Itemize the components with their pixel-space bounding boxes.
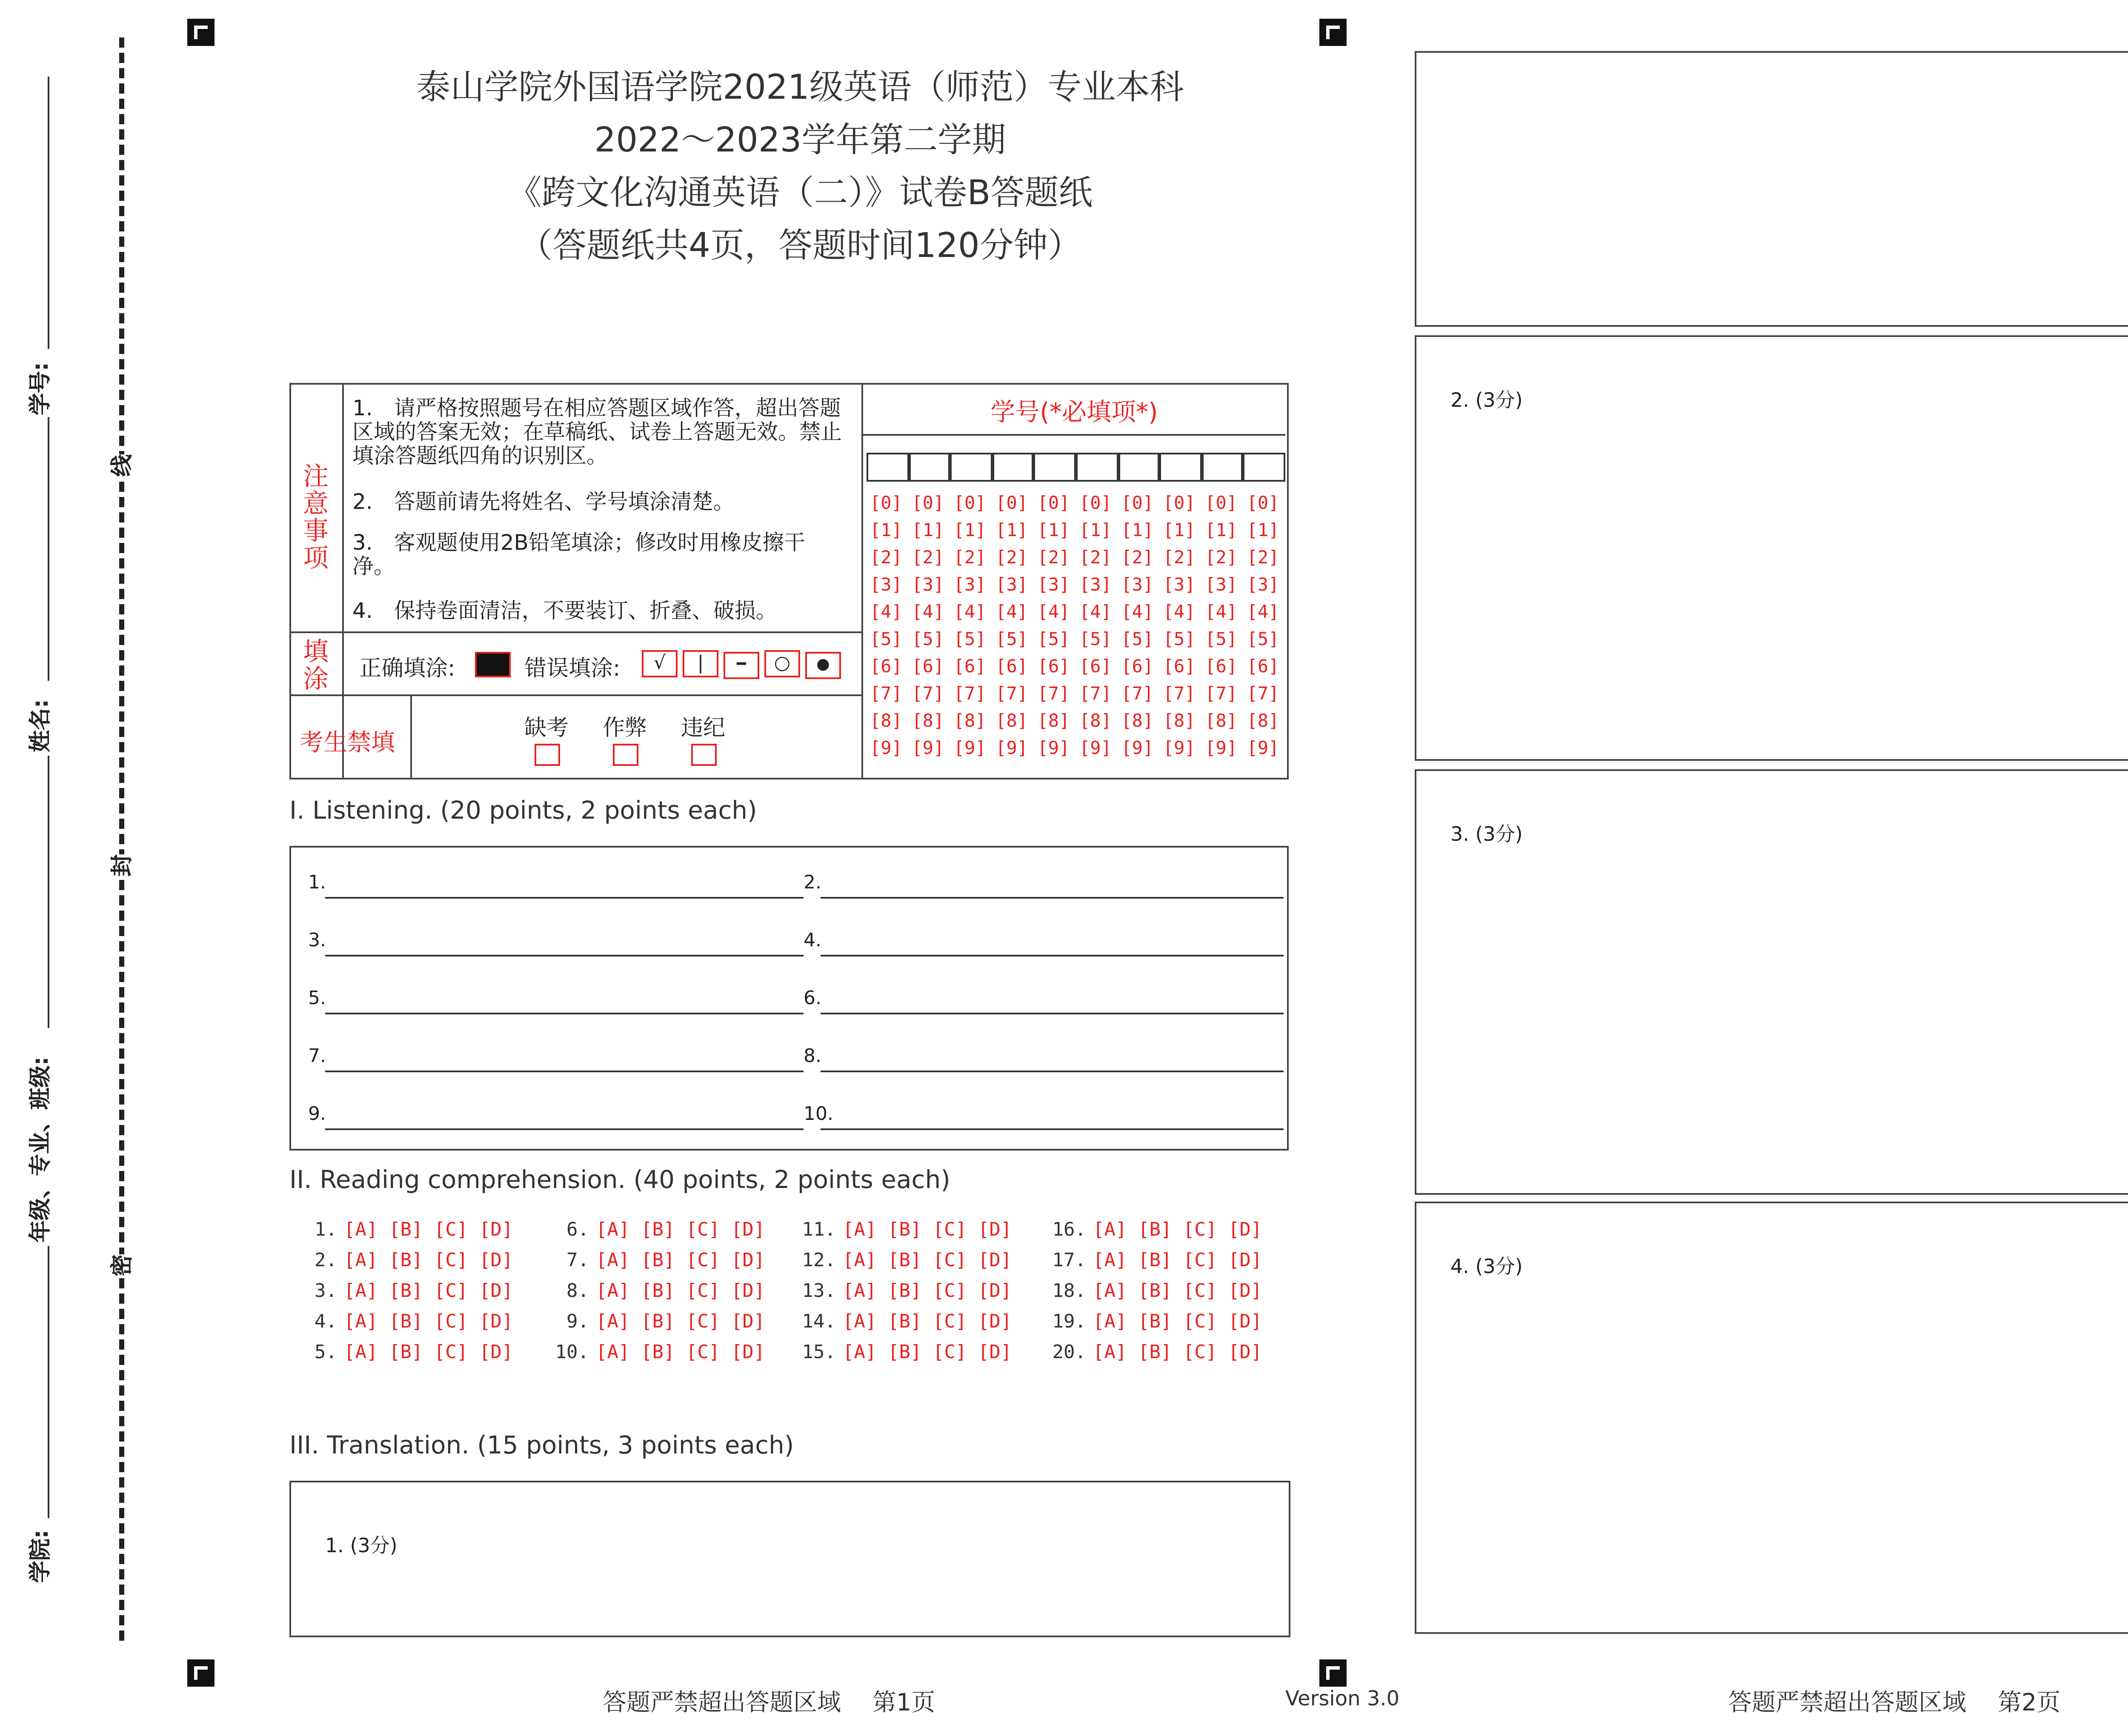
- student-id-bubble[interactable]: [7]: [1247, 684, 1279, 705]
- student-id-bubble[interactable]: [8]: [953, 711, 986, 732]
- listening-answer-line[interactable]: [325, 1128, 804, 1130]
- listening-title: I. Listening. (20 points, 2 points each): [289, 798, 757, 825]
- listening-item-number: 10.: [804, 1103, 833, 1125]
- student-id-bubble[interactable]: [7]: [1163, 684, 1196, 705]
- listening-answer-line[interactable]: [325, 897, 804, 899]
- reading-options[interactable]: [A] [B] [C] [D]: [596, 1219, 765, 1241]
- student-id-bubble[interactable]: [9]: [912, 739, 944, 759]
- forbidden-cheating[interactable]: 作弊: [598, 710, 652, 768]
- student-id-bubble[interactable]: [7]: [995, 684, 1028, 705]
- student-id-bubble[interactable]: [2]: [1247, 548, 1279, 568]
- student-id-bubble[interactable]: [1]: [1205, 521, 1238, 541]
- student-id-bubble[interactable]: [4]: [1247, 602, 1279, 623]
- reading-options[interactable]: [A] [B] [C] [D]: [344, 1280, 513, 1302]
- reading-options[interactable]: [A] [B] [C] [D]: [843, 1280, 1012, 1302]
- student-id-bubble[interactable]: [3]: [995, 575, 1028, 596]
- reading-question-row: [788, 1311, 1012, 1333]
- reading-question-row: [289, 1249, 513, 1271]
- exam-title-line4: （答题纸共4页，答题时间120分钟）: [518, 225, 1082, 266]
- reading-question-number: 11.: [802, 1219, 836, 1241]
- student-id-bubble[interactable]: [1]: [1037, 521, 1070, 541]
- listening-answer-line[interactable]: [325, 1071, 804, 1072]
- notice-block: [289, 383, 1289, 779]
- student-id-bubble[interactable]: [6]: [1037, 657, 1070, 677]
- corner-marker-icon: [1319, 1659, 1347, 1687]
- reading-question-number: 3.: [315, 1280, 337, 1302]
- student-id-bubble[interactable]: [3]: [1079, 575, 1112, 596]
- cut-line: [119, 37, 124, 1641]
- reading-question-row: [1038, 1341, 1262, 1363]
- notice-item-4: 4. 保持卷面清洁，不要装订、折叠、破损。: [352, 597, 777, 623]
- student-id-bubble[interactable]: [5]: [995, 630, 1028, 650]
- student-id-bubble[interactable]: [9]: [953, 739, 986, 759]
- reading-question-number: 5.: [315, 1341, 337, 1363]
- student-id-bubble[interactable]: [5]: [1205, 630, 1238, 650]
- translation-q1-label: 1. (3分): [325, 1533, 398, 1557]
- translation-q3-label: 3. (3分): [1450, 822, 1523, 846]
- listening-item-number: 2.: [804, 871, 821, 894]
- reading-question-number: 1.: [315, 1219, 337, 1241]
- listening-item-number: 3.: [308, 929, 326, 951]
- student-id-bubble[interactable]: [6]: [870, 657, 902, 677]
- student-id-bubble[interactable]: [1]: [995, 521, 1028, 541]
- notice-label: 注 意 事 项: [303, 461, 329, 574]
- reading-question-row: [541, 1249, 765, 1271]
- reading-question-row: [1038, 1311, 1262, 1333]
- reading-options[interactable]: [A] [B] [C] [D]: [843, 1341, 1012, 1363]
- student-id-bubble[interactable]: [6]: [1079, 657, 1112, 677]
- listening-answer-line[interactable]: [821, 897, 1284, 899]
- student-id-bubble[interactable]: [0]: [1079, 494, 1112, 514]
- reading-question-row: [1038, 1280, 1262, 1302]
- reading-options[interactable]: [A] [B] [C] [D]: [596, 1249, 765, 1271]
- listening-answer-line[interactable]: [821, 1071, 1284, 1072]
- student-id-bubble[interactable]: [2]: [1037, 548, 1070, 568]
- reading-question-number: 17.: [1052, 1249, 1086, 1271]
- reading-options[interactable]: [A] [B] [C] [D]: [596, 1311, 765, 1333]
- student-id-bubble[interactable]: [0]: [1037, 494, 1070, 514]
- reading-question-row: [788, 1280, 1012, 1302]
- student-id-bubble[interactable]: [1]: [912, 521, 944, 541]
- reading-question-row: [541, 1311, 765, 1333]
- student-id-bubble[interactable]: [8]: [1205, 711, 1238, 732]
- exam-title-line3: 《跨文化沟通英语（二）》试卷B答题纸: [507, 172, 1093, 213]
- student-id-cell[interactable]: [1076, 453, 1118, 482]
- student-id-bubble[interactable]: [3]: [1163, 575, 1196, 596]
- reading-question-row: [788, 1341, 1012, 1363]
- student-id-bubble[interactable]: [4]: [870, 602, 902, 623]
- correct-fill-label: 正确填涂:: [359, 657, 455, 682]
- forbidden-absent[interactable]: 缺考: [519, 710, 574, 768]
- listening-item-number: 4.: [804, 929, 821, 951]
- student-id-bubble[interactable]: [3]: [870, 575, 902, 596]
- reading-title: II. Reading comprehension. (40 points, 2 points each): [289, 1168, 950, 1195]
- student-id-bubble[interactable]: [3]: [1205, 575, 1238, 596]
- student-id-bubble[interactable]: [4]: [953, 602, 986, 623]
- reading-question-number: 12.: [802, 1249, 836, 1271]
- listening-answer-area: [289, 846, 1289, 1151]
- reading-options[interactable]: [A] [B] [C] [D]: [1093, 1311, 1262, 1333]
- student-id-bubble[interactable]: [0]: [1121, 494, 1154, 514]
- reading-options[interactable]: [A] [B] [C] [D]: [843, 1249, 1012, 1271]
- field-grade-major-class: 年级、专业、班级:: [29, 1056, 54, 1242]
- student-id-bubble[interactable]: [8]: [1247, 711, 1279, 732]
- student-id-bubble[interactable]: [5]: [1121, 630, 1154, 650]
- student-id-bubble[interactable]: [8]: [912, 711, 944, 732]
- wrong-fill-examples: √ | ━ ○ ●: [642, 650, 841, 679]
- student-id-bubble[interactable]: [1]: [1079, 521, 1112, 541]
- student-id-bubble[interactable]: [8]: [1079, 711, 1112, 732]
- reading-question-number: 8.: [566, 1280, 589, 1302]
- student-id-bubble[interactable]: [2]: [1163, 548, 1196, 568]
- reading-question-number: 15.: [802, 1341, 836, 1363]
- student-id-bubble[interactable]: [4]: [1079, 602, 1112, 623]
- reading-question-row: [1038, 1249, 1262, 1271]
- listening-answer-line[interactable]: [325, 955, 804, 957]
- student-id-bubble[interactable]: [6]: [1121, 657, 1154, 677]
- listening-answer-line[interactable]: [325, 1013, 804, 1014]
- student-id-cell[interactable]: [1244, 453, 1285, 482]
- student-id-bubble[interactable]: [7]: [1079, 684, 1112, 705]
- student-id-bubble[interactable]: [1]: [953, 521, 986, 541]
- translation-q2-label: 2. (3分): [1450, 388, 1523, 412]
- forbidden-label: 考生禁填: [300, 730, 395, 757]
- student-id-cell[interactable]: [992, 453, 1034, 482]
- correct-fill-example: [475, 652, 511, 677]
- reading-question-row: [788, 1249, 1012, 1271]
- footer-page2: 答题严禁超出答题区域 第2页: [1728, 1690, 2061, 1717]
- reading-question-row: [1038, 1219, 1262, 1241]
- student-id-bubble[interactable]: [0]: [995, 494, 1028, 514]
- student-id-bubble[interactable]: [1]: [1121, 521, 1154, 541]
- reading-question-number: 7.: [566, 1249, 589, 1271]
- reading-options[interactable]: [A] [B] [C] [D]: [344, 1249, 513, 1271]
- reading-question-row: [788, 1219, 1012, 1241]
- reading-question-number: 13.: [802, 1280, 836, 1302]
- student-id-bubble[interactable]: [4]: [1163, 602, 1196, 623]
- student-id-bubble[interactable]: [9]: [995, 739, 1028, 759]
- cut-label: 线: [100, 454, 140, 477]
- translation-q1-continued-area[interactable]: [1415, 51, 2128, 327]
- reading-question-number: 10.: [555, 1341, 589, 1363]
- reading-question-number: 6.: [566, 1219, 589, 1241]
- reading-question-row: [541, 1280, 765, 1302]
- student-id-bubble[interactable]: [8]: [1037, 711, 1070, 732]
- reading-options[interactable]: [A] [B] [C] [D]: [1093, 1219, 1262, 1241]
- field-student-id: 学号:: [29, 362, 54, 415]
- listening-item-number: 6.: [804, 987, 821, 1009]
- reading-options[interactable]: [A] [B] [C] [D]: [1093, 1280, 1262, 1302]
- student-id-bubble[interactable]: [4]: [1205, 602, 1238, 623]
- student-id-bubble[interactable]: [3]: [912, 575, 944, 596]
- student-id-bubble[interactable]: [5]: [912, 630, 944, 650]
- reading-question-number: 14.: [802, 1311, 836, 1333]
- corner-marker-icon: [187, 19, 215, 46]
- student-id-bubble[interactable]: [9]: [1121, 739, 1154, 759]
- reading-question-number: 20.: [1052, 1341, 1086, 1363]
- student-id-bubble[interactable]: [8]: [1163, 711, 1196, 732]
- student-id-bubble[interactable]: [2]: [870, 548, 902, 568]
- student-id-bubble[interactable]: [6]: [995, 657, 1028, 677]
- student-id-bubble[interactable]: [8]: [995, 711, 1028, 732]
- cut-label: 密: [100, 1254, 140, 1276]
- student-id-bubble[interactable]: [2]: [1121, 548, 1154, 568]
- student-id-bubble[interactable]: [7]: [1205, 684, 1238, 705]
- student-id-bubble[interactable]: [5]: [1163, 630, 1196, 650]
- student-id-bubble[interactable]: [7]: [912, 684, 944, 705]
- student-id-bubble[interactable]: [1]: [870, 521, 902, 541]
- listening-item-number: 8.: [804, 1045, 821, 1067]
- reading-question-row: [289, 1341, 513, 1363]
- exam-title-line2: 2022～2023学年第二学期: [594, 119, 1006, 160]
- student-id-bubble[interactable]: [9]: [1205, 739, 1238, 759]
- translation-q3-area[interactable]: [1415, 769, 2128, 1195]
- reading-question-number: 19.: [1052, 1311, 1086, 1333]
- cut-label: 封: [100, 854, 140, 877]
- reading-options[interactable]: [A] [B] [C] [D]: [344, 1341, 513, 1363]
- listening-item-number: 7.: [308, 1045, 326, 1067]
- reading-options[interactable]: [A] [B] [C] [D]: [1093, 1249, 1262, 1271]
- student-id-bubble[interactable]: [9]: [1163, 739, 1196, 759]
- listening-answer-line[interactable]: [821, 1013, 1284, 1014]
- student-id-bubble[interactable]: [7]: [953, 684, 986, 705]
- student-id-bubble[interactable]: [6]: [953, 657, 986, 677]
- footer-page1: 答题严禁超出答题区域 第1页: [603, 1690, 935, 1717]
- student-id-bubble[interactable]: [9]: [1079, 739, 1112, 759]
- notice-item-3: 3. 客观题使用2B铅笔填涂；修改时用橡皮擦干净。: [352, 529, 805, 579]
- student-id-bubble[interactable]: [5]: [870, 630, 902, 650]
- student-id-bubble[interactable]: [6]: [1163, 657, 1196, 677]
- student-id-bubble[interactable]: [4]: [995, 602, 1028, 623]
- student-id-bubble[interactable]: [0]: [912, 494, 944, 514]
- student-id-cell[interactable]: [1034, 453, 1076, 482]
- student-id-bubble[interactable]: [0]: [953, 494, 986, 514]
- student-id-bubble[interactable]: [3]: [1121, 575, 1154, 596]
- listening-item-number: 1.: [308, 871, 326, 894]
- student-id-bubble[interactable]: [3]: [1247, 575, 1279, 596]
- listening-item-number: 9.: [308, 1103, 326, 1125]
- student-id-bubble[interactable]: [3]: [1037, 575, 1070, 596]
- reading-options[interactable]: [A] [B] [C] [D]: [1093, 1341, 1262, 1363]
- reading-question-number: 9.: [566, 1311, 589, 1333]
- footer-version: Version 3.0: [1285, 1687, 1400, 1710]
- fill-label: 填 涂: [303, 637, 329, 694]
- student-id-bubble[interactable]: [7]: [870, 684, 902, 705]
- student-id-cell[interactable]: [1118, 453, 1159, 482]
- reading-options[interactable]: [A] [B] [C] [D]: [596, 1280, 765, 1302]
- student-id-bubble[interactable]: [4]: [912, 602, 944, 623]
- field-name: 姓名:: [29, 699, 54, 752]
- student-id-bubble[interactable]: [8]: [1121, 711, 1154, 732]
- student-id-bubble[interactable]: [4]: [1037, 602, 1070, 623]
- reading-question-row: [541, 1219, 765, 1241]
- student-id-bubble[interactable]: [2]: [1079, 548, 1112, 568]
- reading-options[interactable]: [A] [B] [C] [D]: [596, 1341, 765, 1363]
- listening-answer-line[interactable]: [821, 955, 1284, 957]
- listening-item-number: 5.: [308, 987, 326, 1009]
- student-id-bubble[interactable]: [0]: [1205, 494, 1238, 514]
- forbidden-violation[interactable]: 违纪: [676, 710, 730, 768]
- student-id-cell[interactable]: [867, 453, 908, 482]
- exam-title-line1: 泰山学院外国语学院2021级英语（师范）专业本科: [416, 66, 1184, 107]
- student-id-bubble[interactable]: [9]: [1037, 739, 1070, 759]
- notice-item-2: 2. 答题前请先将姓名、学号填涂清楚。: [352, 488, 735, 514]
- reading-options[interactable]: [A] [B] [C] [D]: [843, 1311, 1012, 1333]
- translation-q4-label: 4. (3分): [1450, 1254, 1523, 1278]
- student-id-bubble[interactable]: [8]: [870, 711, 902, 732]
- reading-options[interactable]: [A] [B] [C] [D]: [344, 1311, 513, 1333]
- corner-marker-icon: [187, 1659, 215, 1687]
- student-id-bubble[interactable]: [2]: [953, 548, 986, 568]
- reading-question-row: [289, 1280, 513, 1302]
- listening-answer-line[interactable]: [821, 1128, 1284, 1130]
- student-id-bubble[interactable]: [6]: [912, 657, 944, 677]
- student-id-bubble[interactable]: [1]: [1247, 521, 1279, 541]
- reading-question-number: 2.: [315, 1249, 337, 1271]
- student-id-bubble[interactable]: [0]: [870, 494, 902, 514]
- student-id-bubble[interactable]: [5]: [1247, 630, 1279, 650]
- student-id-bubble[interactable]: [6]: [1205, 657, 1238, 677]
- student-id-cell[interactable]: [1160, 453, 1201, 482]
- student-id-cell[interactable]: [1201, 453, 1243, 482]
- reading-options[interactable]: [A] [B] [C] [D]: [344, 1219, 513, 1241]
- reading-question-number: 4.: [315, 1311, 337, 1333]
- translation-title: III. Translation. (15 points, 3 points each): [289, 1433, 794, 1460]
- student-id-bubble[interactable]: [3]: [953, 575, 986, 596]
- student-id-bubble[interactable]: [4]: [1121, 602, 1154, 623]
- translation-q4-area[interactable]: [1415, 1202, 2128, 1634]
- reading-options[interactable]: [A] [B] [C] [D]: [843, 1219, 1012, 1241]
- field-college: 学院:: [29, 1530, 54, 1583]
- translation-q1-area[interactable]: [289, 1481, 1290, 1637]
- student-id-title: 学号(*必填项*): [990, 400, 1158, 427]
- notice-item-1: 1. 请严格按照题号在相应答题区域作答，超出答题区域的答案无效；在草稿纸、试卷上答题无效。禁止填涂答题纸四角的识别区。: [352, 395, 842, 468]
- reading-question-number: 18.: [1052, 1280, 1086, 1302]
- student-id-bubble[interactable]: [0]: [1163, 494, 1196, 514]
- student-id-bubble[interactable]: [9]: [1247, 739, 1279, 759]
- student-id-bubble[interactable]: [5]: [1079, 630, 1112, 650]
- student-id-bubble[interactable]: [5]: [953, 630, 986, 650]
- reading-answer-area: [289, 1219, 1289, 1380]
- student-id-bubble[interactable]: [0]: [1247, 494, 1279, 514]
- student-id-bubble[interactable]: [2]: [995, 548, 1028, 568]
- translation-q2-area[interactable]: [1415, 335, 2128, 761]
- student-id-bubble[interactable]: [7]: [1037, 684, 1070, 705]
- student-id-cell[interactable]: [908, 453, 950, 482]
- reading-question-row: [289, 1311, 513, 1333]
- student-id-bubble[interactable]: [9]: [870, 739, 902, 759]
- student-id-cell[interactable]: [950, 453, 992, 482]
- reading-question-row: [541, 1341, 765, 1363]
- student-id-bubble[interactable]: [6]: [1247, 657, 1279, 677]
- student-id-bubble[interactable]: [2]: [1205, 548, 1238, 568]
- student-id-bubble[interactable]: [1]: [1163, 521, 1196, 541]
- reading-question-number: 16.: [1052, 1219, 1086, 1241]
- reading-question-row: [289, 1219, 513, 1241]
- wrong-fill-label: 错误填涂:: [524, 657, 621, 682]
- student-id-bubble[interactable]: [7]: [1121, 684, 1154, 705]
- student-id-bubble[interactable]: [5]: [1037, 630, 1070, 650]
- student-id-bubble[interactable]: [2]: [912, 548, 944, 568]
- corner-marker-icon: [1319, 19, 1347, 46]
